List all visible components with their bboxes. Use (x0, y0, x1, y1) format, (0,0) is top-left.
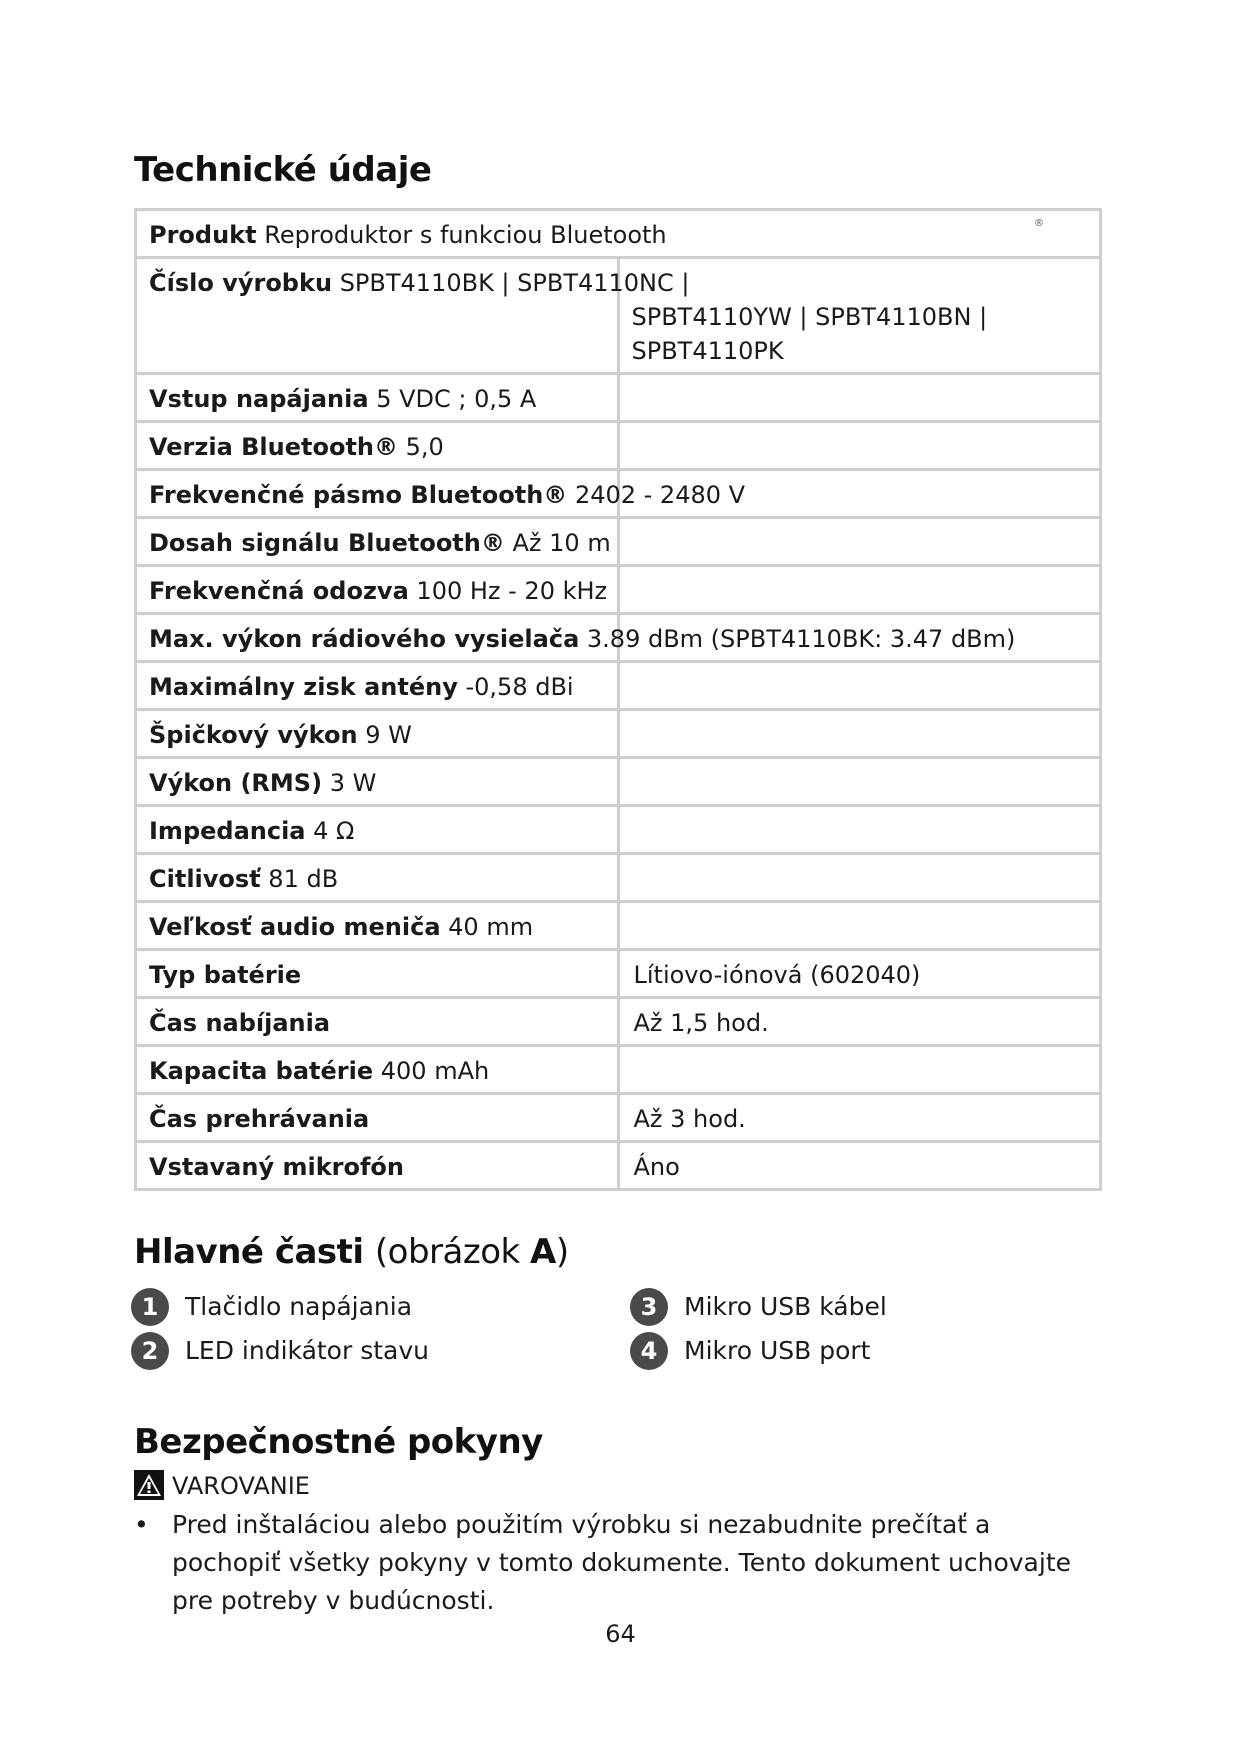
spec-value: 400 mAh (380, 1057, 490, 1085)
spec-cell (136, 1046, 619, 1094)
main-parts-title-paren (375, 1232, 569, 1272)
spec-row (136, 566, 1101, 614)
spec-label: Vstavaný mikrofón (149, 1153, 404, 1181)
spec-value: 5,0 (405, 433, 444, 461)
spec-row (136, 422, 1101, 470)
warning-label: VAROVANIE (172, 1472, 310, 1500)
spec-label: Maximálny zisk antény (149, 673, 458, 701)
spec-value: 40 mm (448, 913, 534, 941)
spec-label: Frekvenčná odozva (149, 577, 409, 605)
spec-row (136, 1046, 1101, 1094)
main-parts-title-bold: Hlavné časti (134, 1232, 364, 1272)
part-label: Mikro USB kábel (684, 1292, 887, 1321)
spec-row (136, 470, 1101, 518)
spec-value: Áno (633, 1153, 680, 1181)
spec-value: SPBT4110BK | SPBT4110NC | (339, 269, 690, 297)
part-label: LED indikátor stavu (185, 1336, 429, 1365)
safety-title: Bezpečnostné pokyny (134, 1422, 543, 1462)
spec-label: Citlivosť (149, 865, 261, 893)
part-label: Tlačidlo napájania (185, 1292, 413, 1321)
spec-cell-empty (618, 758, 1101, 806)
spec-cell-empty (618, 518, 1101, 566)
bullet-icon: • (134, 1510, 149, 1539)
spec-value: 100 Hz - 20 kHz (416, 577, 608, 605)
spec-label: Typ batérie (149, 961, 302, 989)
spec-row (136, 806, 1101, 854)
spec-value: 5 VDC ; 0,5 A (376, 385, 537, 413)
spec-cell (136, 710, 619, 758)
spec-cell (136, 422, 619, 470)
safety-instruction-text: Pred inštaláciou alebo použitím výrobku si nezabudnite prečítať a pochopiť všetky pokyny v tomto dokumente. Tento dokument uchovajte pre potreby v budúcnosti. (172, 1510, 1071, 1615)
spec-cell-empty (618, 662, 1101, 710)
spec-label: Max. výkon rádiového vysielača (149, 625, 580, 653)
spec-value: Až 10 m (512, 529, 611, 557)
registered-mark: ® (1034, 218, 1044, 229)
spec-cell (136, 950, 619, 998)
spec-label: Kapacita batérie (149, 1057, 374, 1085)
number-3-icon: 3 (630, 1288, 668, 1326)
spec-label: Čas nabíjania (149, 1009, 331, 1037)
spec-value: Až 3 hod. (633, 1105, 746, 1133)
spec-cell (136, 470, 746, 518)
spec-row (136, 518, 1101, 566)
spec-row (136, 710, 1101, 758)
number-2-icon: 2 (131, 1332, 169, 1370)
spec-cell (136, 662, 619, 710)
spec-cell (136, 566, 619, 614)
spec-row (136, 374, 1101, 422)
spec-cell-empty (618, 566, 1101, 614)
spec-value: 4 Ω (313, 817, 355, 845)
spec-label: Výkon (RMS) (149, 769, 323, 797)
spec-row (136, 614, 1101, 662)
spec-row (136, 258, 1101, 374)
spec-value: 9 W (365, 721, 412, 749)
number-4-icon: 4 (630, 1332, 668, 1370)
spec-cell (136, 210, 1101, 258)
figure-ref-open: (obrázok (374, 1232, 531, 1272)
spec-cell (136, 998, 619, 1046)
spec-cell (618, 1142, 1101, 1190)
spec-cell (136, 854, 619, 902)
spec-label: Verzia Bluetooth® (149, 433, 399, 461)
spec-value: Až 1,5 hod. (633, 1009, 769, 1037)
figure-ref-letter: A (530, 1232, 556, 1272)
spec-cell (618, 258, 1101, 374)
spec-label: Veľkosť audio meniča (149, 913, 441, 941)
spec-cell (136, 1142, 619, 1190)
spec-cell (618, 1094, 1101, 1142)
spec-cell-empty (618, 806, 1101, 854)
spec-cell (618, 950, 1101, 998)
spec-value: 3 W (329, 769, 377, 797)
spec-value: Lítiovo-iónová (602040) (633, 961, 921, 989)
spec-label: Dosah signálu Bluetooth® (149, 529, 505, 557)
spec-row (136, 210, 1101, 258)
spec-cell (136, 758, 619, 806)
spec-row (136, 758, 1101, 806)
spec-row (136, 662, 1101, 710)
spec-value: Reproduktor s funkciou Bluetooth (264, 221, 667, 249)
spec-value-line: SPBT4110PK (631, 337, 784, 365)
spec-row (136, 854, 1101, 902)
spec-row (136, 902, 1101, 950)
spec-cell (136, 518, 619, 566)
spec-value: 81 dB (268, 865, 339, 893)
spec-label: Frekvenčné pásmo Bluetooth® (149, 481, 568, 509)
spec-cell-empty (618, 422, 1101, 470)
page-number: 64 (605, 1620, 636, 1648)
spec-cell (136, 374, 619, 422)
spec-label: Produkt (149, 221, 257, 249)
spec-label: Čas prehrávania (149, 1105, 370, 1133)
spec-cell-empty (618, 854, 1101, 902)
part-label: Mikro USB port (684, 1336, 871, 1365)
spec-label: Číslo výrobku (149, 269, 333, 297)
spec-table (134, 208, 1102, 1191)
main-parts-title (134, 1232, 569, 1272)
spec-label: Špičkový výkon (149, 721, 358, 749)
spec-value: 3.89 dBm (SPBT4110BK: 3.47 dBm) (586, 625, 1016, 653)
spec-cell-empty (618, 1046, 1101, 1094)
spec-cell (136, 806, 619, 854)
spec-cell (618, 998, 1101, 1046)
spec-cell-empty (618, 710, 1101, 758)
figure-ref-close: ) (555, 1232, 569, 1272)
spec-label: Impedancia (149, 817, 306, 845)
warning-triangle-icon (134, 1470, 164, 1500)
spec-cell-empty (618, 902, 1101, 950)
spec-cell (136, 902, 619, 950)
spec-value: 2402 - 2480 V (574, 481, 746, 509)
spec-row (136, 1094, 1101, 1142)
spec-cell (136, 258, 690, 374)
number-1-icon: 1 (131, 1288, 169, 1326)
spec-cell (136, 614, 1016, 662)
spec-row (136, 1142, 1101, 1190)
spec-cell (136, 1094, 619, 1142)
spec-value: -0,58 dBi (465, 673, 574, 701)
spec-row (136, 950, 1101, 998)
spec-cell-empty (618, 374, 1101, 422)
spec-row (136, 998, 1101, 1046)
spec-value-line: SPBT4110YW | SPBT4110BN | (631, 303, 988, 331)
spec-label: Vstup napájania (149, 385, 369, 413)
tech-specs-title: Technické údaje (134, 150, 432, 190)
